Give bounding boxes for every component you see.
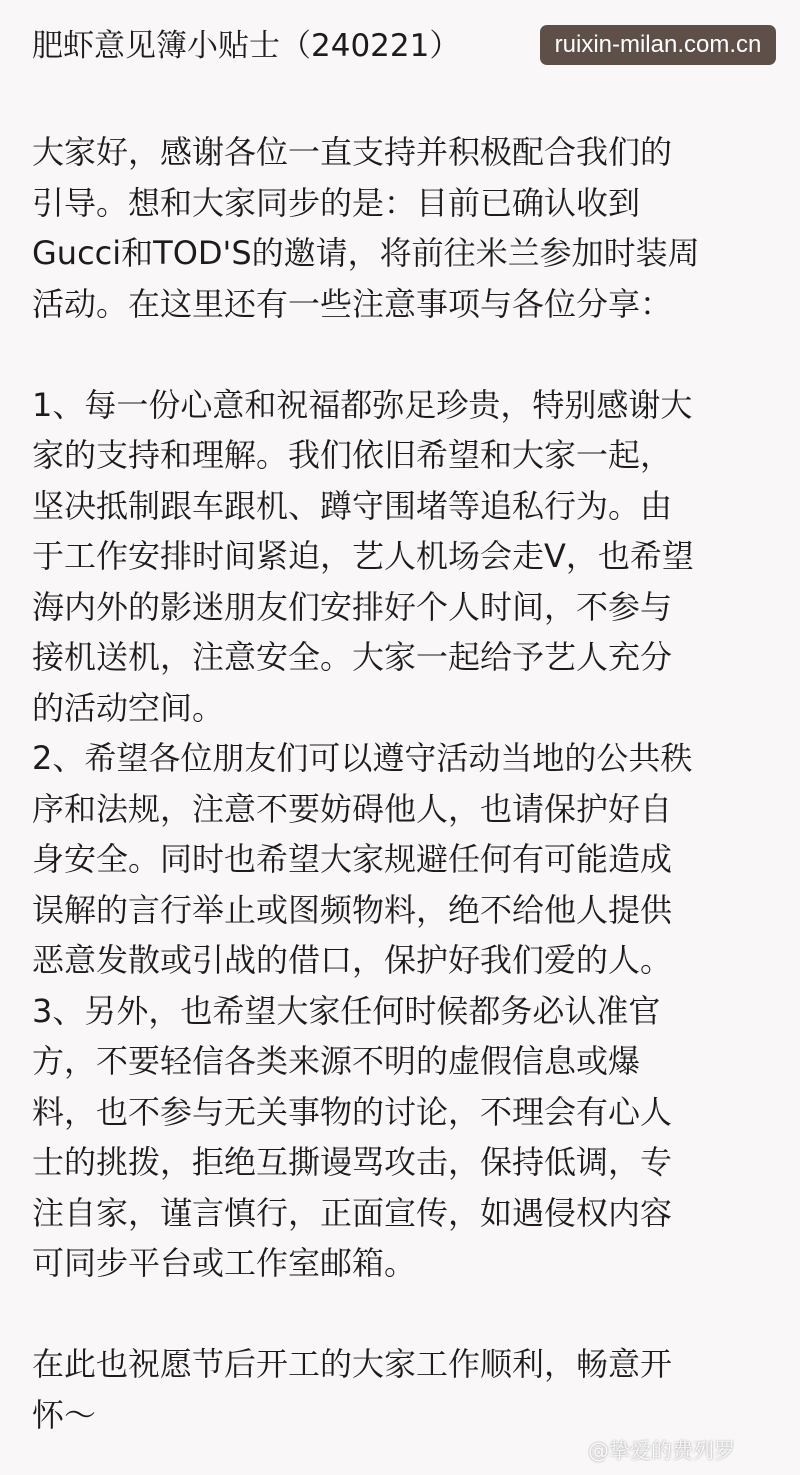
greeting-paragraph: 大家好，感谢各位一直支持并积极配合我们的 引导。想和大家同步的是：目前已确认收到 Gucci和TOD'S的邀请，将前往米兰参加时装周 活动。在这里还有一些注意事项与各位分享： <box>32 133 700 323</box>
closing-paragraph: 在此也祝愿节后开工的大家工作顺利，畅意开 怀～ <box>32 1345 673 1434</box>
site-url-badge: ruixin-milan.com.cn <box>540 25 776 65</box>
paragraph-gap <box>32 1289 772 1340</box>
document-body <box>32 127 772 1440</box>
notice-item-1: 1、每一份心意和祝福都弥足珍贵，特别感谢大 家的支持和理解。我们依旧希望和大家一起， 坚决抵制跟车跟机、蹲守围堵等追私行为。由 于工作安排时间紧迫，艺人机场会走V，也希望 海内外的影迷朋友们安排好个人时间，不参与 接机送机，注意安全。大家一起给予艺人充分 的活动空间。 <box>32 385 694 727</box>
document-title: 肥虾意见簿小贴士（240221） <box>32 28 461 64</box>
paragraph-gap <box>32 329 772 380</box>
notice-item-3: 3、另外，也希望大家任何时候都务必认准官 方，不要轻信各类来源不明的虚假信息或爆 料，也不参与无关事物的讨论，不理会有心人 士的挑拨，拒绝互撕谩骂攻击，保持低调，专 注自家，谨言慎行，正面宣传，如遇侵权内容 可同步平台或工作室邮箱。 <box>32 991 673 1282</box>
watermark-text: @挚爱的费列罗 <box>588 1439 735 1463</box>
notice-item-2: 2、希望各位朋友们可以遵守活动当地的公共秩 序和法规，注意不要妨碍他人，也请保护好自 身安全。同时也希望大家规避任何有可能造成 误解的言行举止或图频物料，绝不给他人提供 恶意发散或引战的借口，保护好我们爱的人。 <box>32 739 693 979</box>
